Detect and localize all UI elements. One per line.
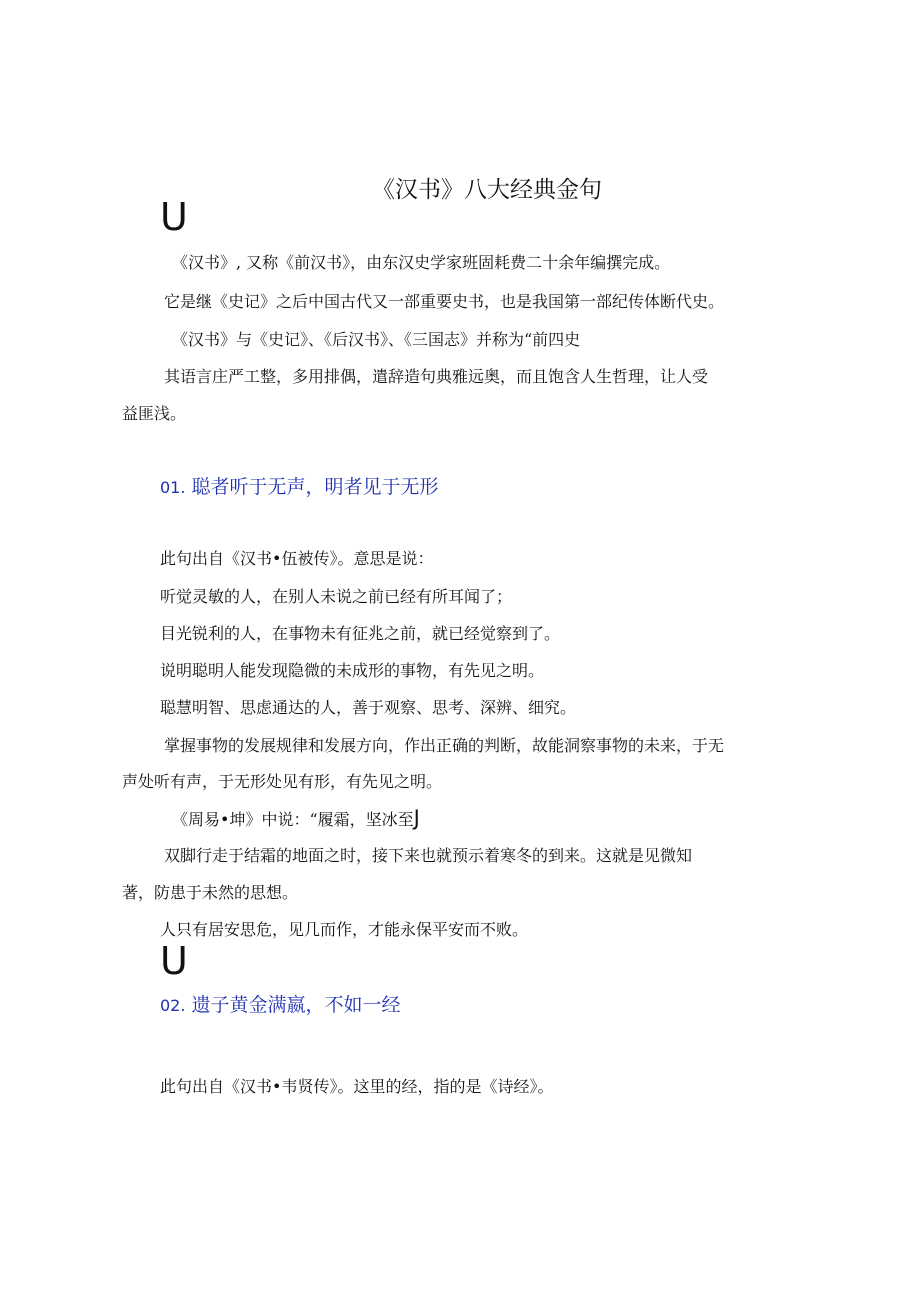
decorative-mark: U: [160, 939, 188, 983]
intro-paragraph-line: 益匪浅。: [122, 404, 187, 423]
quote-text: 《周易•坤》中说：“履霜，坚冰至: [172, 810, 414, 829]
section-number: 02.: [160, 996, 186, 1015]
decorative-mark: J: [413, 806, 420, 830]
body-line: 听觉灵敏的人，在别人未说之前已经有所耳闻了；: [160, 587, 513, 606]
body-line: 人只有居安思危，见几而作，才能永保平安而不败。: [160, 920, 529, 939]
body-line: 著，防患于未然的思想。: [122, 883, 299, 902]
document-title: 《汉书》八大经典金句: [372, 177, 602, 203]
body-line: 双脚行走于结霜的地面之时，接下来也就预示着寒冬的到来。这就是见微知: [164, 846, 693, 865]
body-line: 说明聪明人能发现隐微的未成形的事物，有先见之明。: [160, 661, 545, 680]
section-heading-02: [160, 993, 401, 1018]
section-heading-01: [160, 475, 439, 500]
body-line: 声处听有声，于无形处见有形，有先见之明。: [122, 772, 443, 791]
section-heading-text: 聪者听于无声，明者见于无形: [191, 476, 439, 498]
body-line: 掌握事物的发展规律和发展方向，作出正确的判断，故能洞察事物的未来，于无: [164, 736, 725, 755]
section-number: 01.: [160, 478, 186, 497]
quote-line: [172, 808, 420, 830]
body-line: 聪慧明智、思虑通达的人，善于观察、思考、深辨、细究。: [160, 698, 577, 717]
intro-paragraph-line: 其语言庄严工整，多用排偶，遣辞造句典雅远奥，而且饱含人生哲理，让人受: [164, 367, 709, 386]
body-line: 此句出自《汉书•伍被传》。意思是说：: [160, 549, 434, 568]
intro-paragraph-line: 它是继《史记》之后中国古代又一部重要史书，也是我国第一部纪传体断代史。: [164, 292, 725, 311]
body-line: 此句出自《汉书•韦贤传》。这里的经，指的是《诗经》。: [160, 1077, 554, 1096]
section-heading-text: 遗子黄金满嬴，不如一经: [191, 994, 401, 1016]
body-line: 目光锐利的人，在事物未有征兆之前，就已经觉察到了。: [160, 624, 561, 643]
intro-paragraph-line: 《汉书》与《史记》、《后汉书》、《三国志》并称为“前四史: [172, 330, 581, 349]
decorative-mark: U: [160, 195, 188, 239]
intro-paragraph-line: 《汉书》, 又称《前汉书》，由东汉史学家班固耗费二十余年编撰完成。: [172, 253, 671, 272]
